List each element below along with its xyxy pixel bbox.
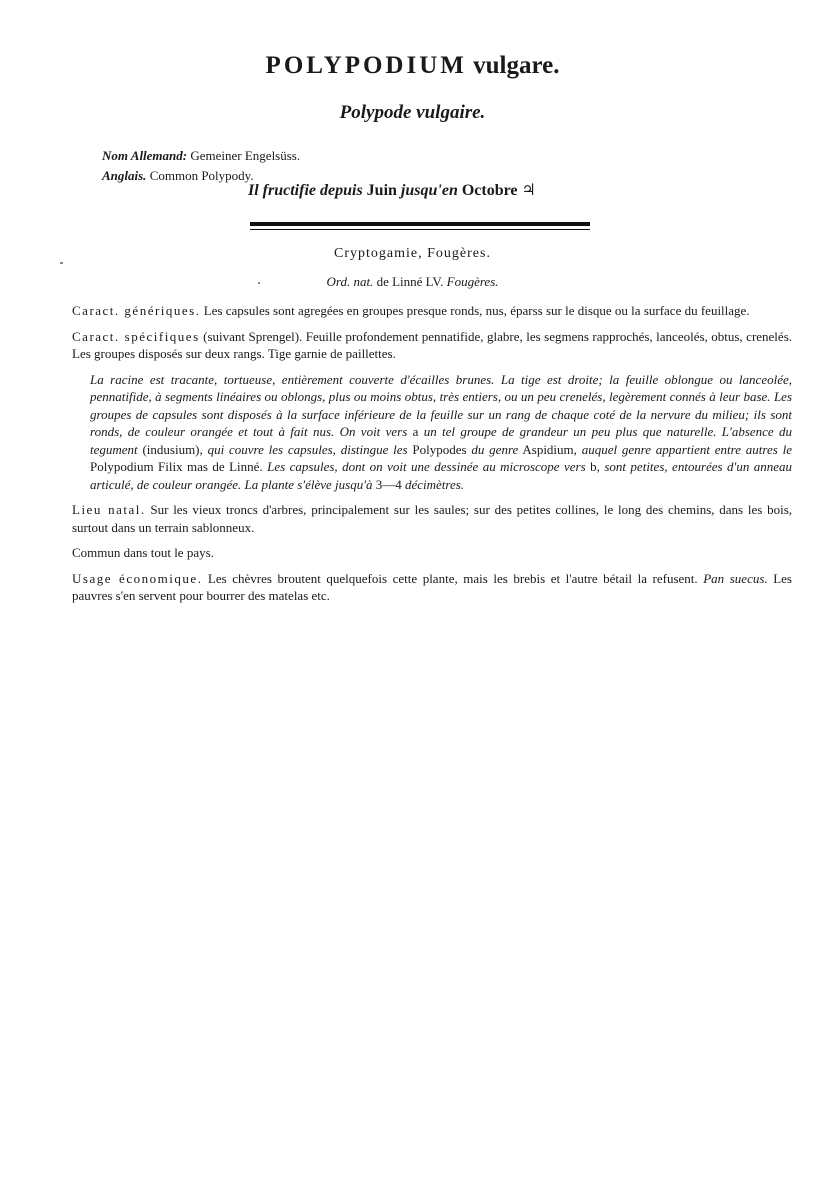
desc-part-2: un tel groupe de grandeur un peu plus que naturelle. L'absence du tegument [90,424,793,457]
fructification-middle: jusqu'en [400,182,458,199]
natural-order-line [0,274,825,290]
german-name-line [102,146,300,166]
desc-size: 3—4 [375,476,402,492]
fructification-line [248,180,536,200]
desc-figure-b: b, [590,459,600,474]
divider-thin [250,229,590,230]
usage-text-1: Les chèvres broutent quelquefois cette plante, mais les brebis et l'autre bétail la refusent. [207,570,698,586]
desc-indusium: (indusium), [142,441,203,457]
generic-characters [72,302,792,320]
print-speck [258,282,260,284]
ord-de: de [376,274,389,289]
usage-pan-suecus: Pan suecus. [703,570,768,586]
page-title [0,52,825,80]
divider-thick [250,222,590,226]
german-label: Nom Allemand: [102,148,188,163]
french-title: Polypode vulgaire. [339,102,486,123]
occurrence-paragraph [72,544,792,562]
habitat-label: Lieu natal. [72,502,146,517]
german-name: Gemeiner Engelsüss. [190,148,301,163]
desc-part-7: sont petites, entourées d'un anneau articulé, de couleur orangée. La plante s'élève jusqu'à [90,459,793,492]
desc-part-4: du genre [471,441,519,457]
english-name: Common Polypody. [149,168,254,183]
fructification-prefix: Il fructifie depuis [248,182,363,199]
fructification-from: Juin [366,182,397,199]
desc-aspidium: Aspidium, [522,441,577,457]
ord-family: Fougères. [446,274,499,289]
ord-author: Linné LV. [392,274,444,289]
title-species: vulgare. [473,52,560,79]
desc-part-8: décimètres. [404,476,465,492]
fructification-to: Octobre [461,182,518,199]
desc-part-5: auquel genre appartient entre autres le [581,441,792,457]
print-speck [60,262,63,264]
desc-filix: Polypodium Filix mas de Linné. [90,459,263,474]
occurrence-text: Commun dans tout le pays. [72,545,214,560]
title-genus: POLYPODIUM [265,52,467,79]
usage-text-2: Les pauvres s'en servent pour bourrer des matelas etc. [72,570,792,603]
habitat-paragraph [72,501,792,536]
usage-paragraph [72,570,792,605]
desc-part-3: qui couvre les capsules, distingue les [207,441,408,457]
habitat-text: Sur les vieux troncs d'arbres, principalement sur les saules; sur des petites collines, le long des chemins, dans les bois, surtout dans un terrain sablonneux. [72,502,792,535]
description-paragraph [72,371,792,494]
english-label: Anglais. [102,168,147,183]
specific-text: (suivant Sprengel). Feuille profondement pennatifide, glabre, les segmens rapprochés, lanceolés, obtus, crenelés. Les groupes disposés sur deux rangs. Tige garnie de paillettes. [72,328,793,361]
desc-part-1: La racine est tracante, tortueuse, entièrement couverte d'écailles brunes. La tige est droite; la feuille oblongue ou lanceolée, pennatifide, à segments linéaires ou oblongs, plus ou moins obtus, très entiers, ou un peu crenelés, legèrement connés à leur base. Les groupes de capsules sont disposés à la surface inférieure de la feuille sur un rang de chaque coté de la nervure du milieu; ils sont ronds, de couleur orangée et tout à fait nus. On voit vers [90,371,792,439]
generic-text: Les capsules sont agregées en groupes presque ronds, nus, éparss sur le disque ou la surface du feuillage. [203,303,750,318]
perennial-symbol-icon: ♃ [521,182,536,199]
classification-line: Cryptogamie, Fougères. [334,246,491,261]
specific-characters [72,328,792,363]
specific-label: Caract. spécifiques [72,328,200,344]
usage-label: Usage économique. [72,570,203,586]
desc-polypodes: Polypodes [412,441,467,457]
desc-figure-a: a [412,424,419,439]
ord-prefix: Ord. nat. [326,274,374,289]
body-text [72,302,792,613]
desc-part-6: Les capsules, dont on voit une dessinée au microscope vers [267,459,586,474]
generic-label: Caract. génériques. [72,303,201,318]
